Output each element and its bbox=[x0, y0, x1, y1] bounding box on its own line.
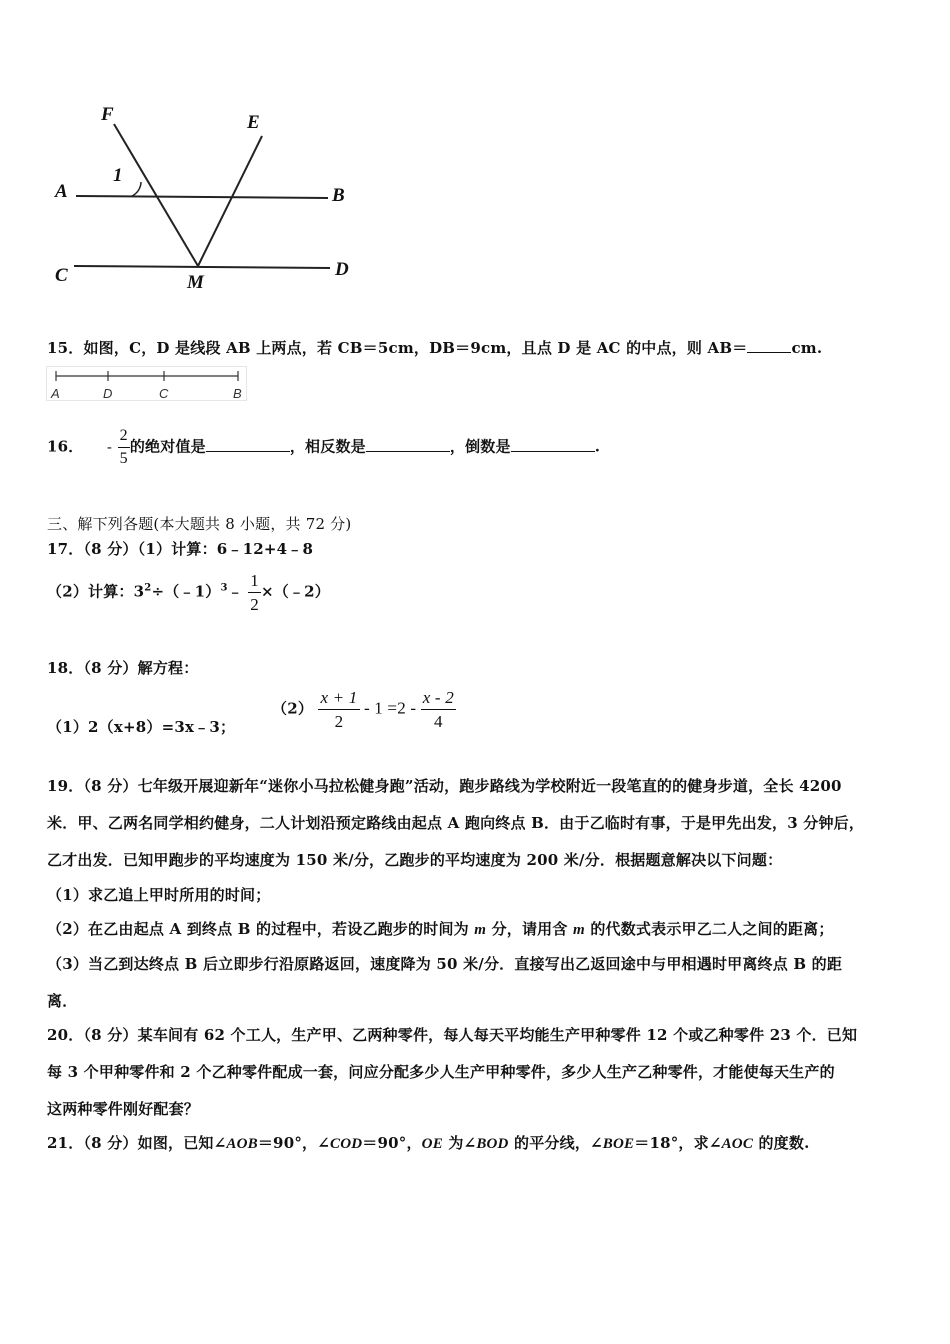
seg-label-b: B bbox=[233, 386, 242, 401]
q21-g: 的度数. bbox=[753, 1134, 810, 1152]
q16-blank-opp[interactable] bbox=[366, 437, 450, 452]
q16-fraction bbox=[118, 428, 130, 467]
q17-part2-minus: ﹣ bbox=[227, 582, 243, 601]
line-ab bbox=[76, 196, 328, 198]
seg-label-c: C bbox=[159, 386, 169, 401]
label-1: 1 bbox=[113, 165, 123, 186]
q21-bod: BOD bbox=[476, 1136, 509, 1152]
label-b: B bbox=[332, 185, 345, 206]
line-cd bbox=[74, 266, 330, 268]
q16-part1: 的绝对值是 bbox=[129, 437, 206, 456]
q17-line1: 17．（8 分）（1）计算：6﹣12+4﹣8 bbox=[47, 540, 314, 558]
q19-line1: 19．（8 分）七年级开展迎新年“迷你小马拉松健身跑”活动，跑步路线为学校附近一段笔直的的健身步道，全长 4200 bbox=[47, 777, 842, 795]
q16-number: 16． bbox=[47, 437, 84, 456]
q17-part2 bbox=[47, 572, 330, 613]
q19-line4: （1）求乙追上甲时所用的时间； bbox=[47, 886, 271, 904]
q16-blank-abs[interactable] bbox=[206, 437, 290, 452]
q18-mid: - 1 =2 - bbox=[359, 698, 421, 718]
q21-a: 21．（8 分）如图，已知∠ bbox=[47, 1134, 227, 1152]
q18-part1: （1）2（x+8）=3x﹣3； bbox=[47, 718, 236, 736]
label-m: M bbox=[187, 272, 204, 293]
q20-line3: 这两种零件刚好配套？ bbox=[47, 1100, 200, 1118]
q16-frac-den: 5 bbox=[118, 447, 130, 467]
q18-part2-label: （2） bbox=[272, 699, 314, 718]
q18-frac1-den: 2 bbox=[318, 709, 359, 730]
label-f: F bbox=[101, 104, 114, 125]
q19-line6: （3）当乙到达终点 B 后立即步行沿原路返回，速度降为 50 米/分．直接写出乙返回途中与甲相遇时甲离终点 B 的距 bbox=[47, 955, 843, 973]
q19-var-m1: m bbox=[474, 922, 487, 938]
q16-text bbox=[47, 428, 600, 467]
q19-line5-a: （2）在乙由起点 A 到终点 B 的过程中，若设乙跑步的时间为 bbox=[47, 920, 475, 938]
q15-text bbox=[47, 337, 822, 358]
q18-frac2-num: x - 2 bbox=[422, 688, 454, 707]
section3-heading: 三、解下列各题(本大题共 8 小题，共 72 分) bbox=[47, 515, 352, 533]
q19-line7: 离． bbox=[47, 992, 78, 1010]
q21-b: ＝90°，∠ bbox=[257, 1134, 331, 1152]
q21-cod: COD bbox=[330, 1136, 363, 1152]
line-em bbox=[198, 136, 262, 266]
q17-frac-den: 2 bbox=[248, 592, 261, 613]
q21-c: ＝90°， bbox=[362, 1134, 422, 1152]
q18-frac1-num: x + 1 bbox=[320, 688, 358, 707]
line-fm bbox=[114, 124, 198, 266]
parallel-lines-figure bbox=[40, 100, 370, 300]
q21-oe: OE bbox=[421, 1136, 443, 1152]
q16-sign: - bbox=[106, 437, 113, 456]
q21-boe: BOE bbox=[602, 1136, 635, 1152]
angle-1-arc bbox=[132, 182, 141, 196]
q21-e: 的平分线，∠ bbox=[508, 1134, 603, 1152]
q18-frac2 bbox=[421, 689, 456, 730]
q16-blank-recip[interactable] bbox=[511, 437, 595, 452]
q15-unit: cm. bbox=[791, 339, 823, 357]
q21-d: 为∠ bbox=[442, 1134, 477, 1152]
q19-var-m2: m bbox=[573, 922, 585, 938]
q16-part2: ，相反数是 bbox=[289, 437, 366, 456]
q18-frac2-den: 4 bbox=[421, 709, 456, 730]
q20-line1: 20．（8 分）某车间有 62 个工人，生产甲、乙两种零件，每人每天平均能生产甲种零件 12 个或乙种零件 23 个．已知 bbox=[47, 1026, 858, 1044]
seg-label-a: A bbox=[51, 386, 60, 401]
seg-label-d: D bbox=[103, 386, 113, 401]
q21-aoc: AOC bbox=[721, 1136, 754, 1152]
q19-line5-b: 分，请用含 bbox=[486, 920, 574, 938]
q15-stem: 15．如图，C，D 是线段 AB 上两点，若 CB＝5cm，DB＝9cm，且点 D 是 AC 的中点，则 AB＝ bbox=[47, 339, 748, 357]
label-d: D bbox=[335, 259, 349, 280]
q20-line2: 每 3 个甲种零件和 2 个乙种零件配成一套，问应分配多少人生产甲种零件，多少人生产乙种零件，才能使每天生产的 bbox=[47, 1063, 835, 1081]
q17-exp2: 3 bbox=[220, 582, 228, 594]
q19-line5 bbox=[47, 918, 834, 939]
q17-part2-end: ×（﹣2） bbox=[260, 582, 330, 601]
label-e: E bbox=[247, 112, 260, 133]
q17-frac-num: 1 bbox=[250, 571, 259, 590]
q17-part2-mid: ÷（﹣1） bbox=[151, 582, 221, 601]
q18-line1: 18．（8 分）解方程： bbox=[47, 659, 199, 677]
q17-fraction bbox=[248, 572, 261, 613]
q16-frac-num: 2 bbox=[119, 427, 128, 444]
q19-line5-c: 的代数式表示甲乙二人之间的距离； bbox=[584, 920, 834, 938]
q21-f: ＝18°，求∠ bbox=[634, 1134, 722, 1152]
q17-exp1: 2 bbox=[144, 582, 152, 594]
q17-part2-label: （2）计算：3 bbox=[47, 582, 145, 601]
label-a: A bbox=[55, 181, 68, 202]
q19-line2: 米．甲、乙两名同学相约健身，二人计划沿预定路线由起点 A 跑向终点 B．由于乙临时有事，于是甲先出发，3 分钟后， bbox=[47, 814, 865, 832]
segment-figure bbox=[46, 366, 251, 406]
q19-line3: 乙才出发．已知甲跑步的平均速度为 150 米/分，乙跑步的平均速度为 200 米/分．根据题意解决以下问题： bbox=[47, 851, 783, 869]
q18-frac1 bbox=[318, 689, 359, 730]
q15-blank[interactable] bbox=[747, 338, 791, 353]
q21-text bbox=[47, 1132, 810, 1153]
label-c: C bbox=[55, 265, 68, 286]
q21-aob: AOB bbox=[226, 1136, 258, 1152]
q18-part2 bbox=[272, 689, 456, 730]
q16-part3: ，倒数是 bbox=[449, 437, 511, 456]
q16-part4: . bbox=[594, 437, 601, 456]
